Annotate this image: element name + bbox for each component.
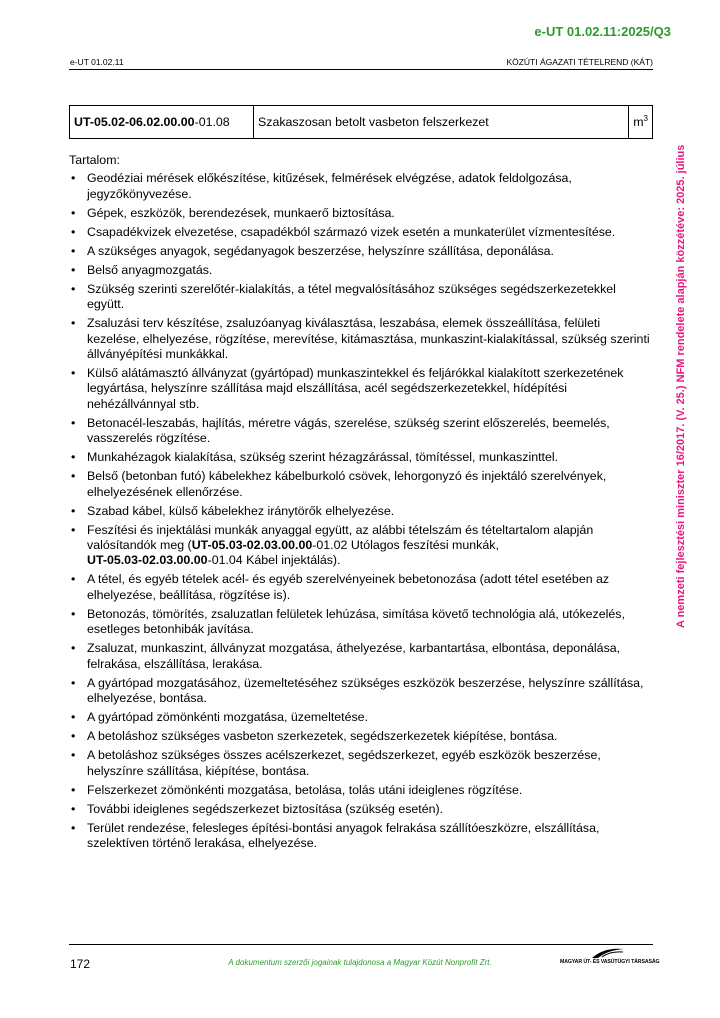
feszites-code-1-suffix: -01.02 Utólagos feszítési munkák, [312, 538, 499, 553]
list-item: • Zsaluzási terv készítése, zsaluzóanyag kiválasztása, leszabása, elemek összeállítása, felületi kezelése, elhelyezése, rögzítése, merevítése, kitámasztása, munkaszint-kialakítással, szükség szerinti állványépítési munkákkal. [69, 316, 653, 362]
header-left-text: e-UT 01.02.11 [70, 57, 124, 67]
item-table [69, 105, 653, 139]
item-code-suffix: -01.08 [194, 115, 230, 129]
item-code: UT-05.02-06.02.00.00 [74, 115, 195, 129]
list-item: • Külső alátámasztó állványzat (gyártópad) munkaszintekkel és feljárókkal kialakított szerkezetének legyártása, helyszínre szállítása majd elszállítása, acél segédszerkezetekkel, hídépítési nehézállvánnyal stb. [69, 366, 653, 412]
item-code-cell [70, 106, 254, 139]
feszites-code-2: UT-05.03-02.03.00.00 [87, 553, 208, 568]
road-swoosh-icon [590, 946, 626, 959]
society-logo [560, 946, 660, 970]
list-item: • Betonozás, tömörítés, zsaluzatlan felületek lehúzása, simítása követő technológia alá, utókezelés, esetleges betonhibák javítása. [69, 607, 653, 638]
feszites-code-1: UT-05.03-02.03.00.00 [191, 538, 313, 553]
list-item: • A tétel, és egyéb tételek acél- és egyéb szerelvényeinek bebetonozása (adott tétel esetében az elhelyezése, beállítása, rögzítése is). [69, 572, 653, 603]
content-list [69, 171, 653, 851]
content-section [69, 153, 653, 855]
list-item: • Csapadékvizek elvezetése, csapadékból származó vizek esetén a munkaterület vízmentesítése. [69, 225, 653, 240]
item-row [70, 106, 653, 139]
copyright-note: A dokumentum szerzői jogainak tulajdonosa a Magyar Közút Nonprofit Zrt. [228, 958, 492, 967]
document-code: e-UT 01.02.11:2025/Q3 [534, 24, 671, 39]
list-item: • A betoláshoz szükséges összes acélszerkezet, segédszerkezet, egyéb eszközök beszerzése, helyszínre szállítása, kiépítése, bontása. [69, 748, 653, 779]
list-item: • A gyártópad zömönkénti mozgatása, üzemeltetése. [69, 710, 653, 725]
list-item: • Szükség szerinti szerelőtér-kialakítás, a tétel megvalósításához szükséges segédszerkezetekkel együtt. [69, 282, 653, 313]
footer-divider [69, 944, 653, 945]
header-right-text: KÖZÚTI ÁGAZATI TÉTELREND (KÁT) [506, 57, 653, 67]
content-title: Tartalom: [69, 153, 120, 167]
item-description: Szakaszosan betolt vasbeton felszerkezet [254, 106, 629, 139]
list-item: • A szükséges anyagok, segédanyagok beszerzése, helyszínre szállítása, deponálása. [69, 244, 653, 259]
list-item: • Szabad kábel, külső kábelekhez iránytörők elhelyezése. [69, 504, 653, 519]
feszites-code-2-suffix: -01.04 Kábel injektálás). [207, 553, 341, 568]
list-item: • Gépek, eszközök, berendezések, munkaerő biztosítása. [69, 206, 653, 221]
page-number: 172 [70, 957, 91, 971]
item-unit-cell [629, 106, 653, 139]
feszites-text: Feszítési és injektálási munkák anyaggal együtt, az alábbi tételszám és tételtartalom alapján valósítandók meg ( [87, 522, 594, 553]
list-item: • A betoláshoz szükséges vasbeton szerkezetek, segédszerkezetek kiépítése, bontása. [69, 729, 653, 744]
list-item: • További ideiglenes segédszerkezet biztosítása (szükség esetén). [69, 802, 653, 817]
item-unit: m [633, 115, 644, 130]
list-item-feszites [69, 523, 653, 569]
list-item: • A gyártópad mozgatásához, üzemeltetéséhez szükséges eszközök beszerzése, helyszínre szállítása, elhelyezése, bontása. [69, 676, 653, 707]
item-unit-exponent: 3 [643, 114, 648, 124]
list-item: • Munkahézagok kialakítása, szükség szerint hézagzárással, tömítéssel, munkaszinttel. [69, 450, 653, 465]
list-item: • Felszerkezet zömönkénti mozgatása, betolása, tolás utáni ideiglenes rögzítése. [69, 783, 653, 798]
logo-text: MAGYAR ÚT- ÉS VASÚTÜGYI TÁRSASÁG [560, 959, 660, 965]
list-item: • Belső anyagmozgatás. [69, 263, 653, 278]
list-item: • Belső (betonban futó) kábelekhez kábelburkoló csövek, lehorgonyzó és injektáló szerelvények, elhelyezésének ellenőrzése. [69, 469, 653, 500]
list-item: • Betonacél-leszabás, hajlítás, méretre vágás, szerelése, szükség szerint előszerelés, beemelés, vasszerelés rögzítése. [69, 416, 653, 447]
side-publication-note: A nemzeti fejlesztési miniszter 16/2017. (V. 25.) NFM rendelete alapján közzétéve: 2025. július [675, 144, 687, 628]
header-divider [69, 69, 653, 70]
list-item: • Terület rendezése, felesleges építési-bontási anyagok felrakása szállítóeszközre, elszállítása, szelektíven történő lerakása, elhelyezése. [69, 821, 653, 852]
list-item: • Geodéziai mérések előkészítése, kitűzések, felmérések elvégzése, adatok feldolgozása, jegyzőkönyvezése. [69, 171, 653, 202]
list-item: • Zsaluzat, munkaszint, állványzat mozgatása, áthelyezése, karbantartása, elbontása, deponálása, felrakása, elszállítása, lerakása. [69, 641, 653, 672]
